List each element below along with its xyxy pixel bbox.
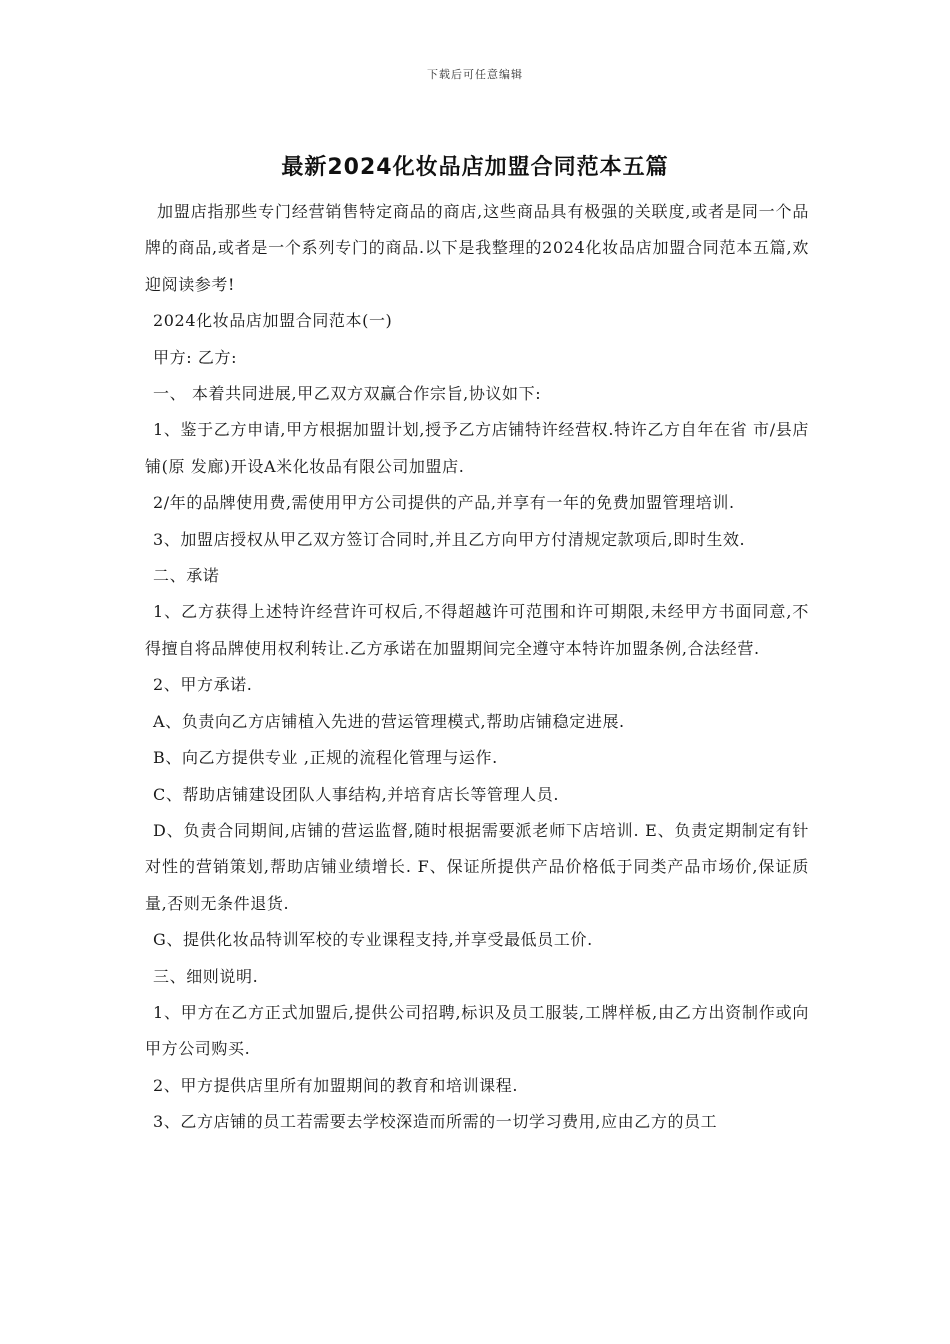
clause-paragraph: 3、乙方店铺的员工若需要去学校深造而所需的一切学习费用,应由乙方的员工 — [153, 1112, 718, 1132]
header-note: 下载后可任意编辑 — [427, 68, 523, 81]
clause-heading: 一、 本着共同进展,甲乙双方双赢合作宗旨,协议如下: — [153, 384, 542, 404]
clause-paragraph: 3、加盟店授权从甲乙双方签订合同时,并且乙方向甲方付清规定款项后,即时生效. — [153, 529, 746, 549]
clause-paragraph: 1、甲方在乙方正式加盟后,提供公司招聘,标识及员工服装,工牌样板,由乙方出资制作或向甲方公司购买. — [145, 1002, 809, 1059]
document-body — [145, 194, 809, 1141]
clause-item: B、向乙方提供专业 ,正规的流程化管理与运作. — [153, 748, 498, 768]
clause-paragraph: 1、乙方获得上述特许经营许可权后,不得超越许可范围和许可期限,未经甲方书面同意,不得擅自将品牌使用权利转让.乙方承诺在加盟期间完全遵守本特许加盟条例,合法经营. — [145, 602, 809, 658]
section-heading: 2024化妆品店加盟合同范本(一) — [153, 311, 393, 331]
document-title: 最新2024化妆品店加盟合同范本五篇 — [281, 155, 669, 180]
clause-paragraph: 2、甲方提供店里所有加盟期间的教育和培训课程. — [153, 1075, 519, 1095]
clause-heading: 三、细则说明. — [153, 966, 259, 986]
clause-heading: 二、承诺 — [153, 566, 220, 586]
intro-paragraph: 加盟店指那些专门经营销售特定商品的商店,这些商品具有极强的关联度,或者是同一个品牌的商品,或者是一个系列专门的商品.以下是我整理的2024化妆品店加盟合同范本五篇,欢迎阅读参考! — [145, 202, 809, 294]
clause-paragraph: 2、甲方承诺. — [153, 675, 253, 695]
clause-item: G、提供化妆品特训军校的专业课程支持,并享受最低员工价. — [153, 930, 593, 950]
clause-paragraph: 1、鉴于乙方申请,甲方根据加盟计划,授予乙方店铺特许经营权.特许乙方自年在省 市/县店铺(原 发廊)开设A米化妆品有限公司加盟店. — [145, 420, 809, 476]
clause-paragraph: 2/年的品牌使用费,需使用甲方公司提供的产品,并享有一年的免费加盟管理培训. — [153, 493, 735, 513]
clause-item: A、负责向乙方店铺植入先进的营运管理模式,帮助店铺稳定进展. — [153, 711, 625, 731]
parties-line: 甲方: 乙方: — [153, 347, 238, 367]
clause-item: D、负责合同期间,店铺的营运监督,随时根据需要派老师下店培训. E、负责定期制定有针对性的营销策划,帮助店铺业绩增长. F、保证所提供产品价格低于同类产品市场价,保证质量,否则无条件退货. — [145, 820, 809, 913]
clause-item: C、帮助店铺建设团队人事结构,并培育店长等管理人员. — [153, 784, 560, 804]
